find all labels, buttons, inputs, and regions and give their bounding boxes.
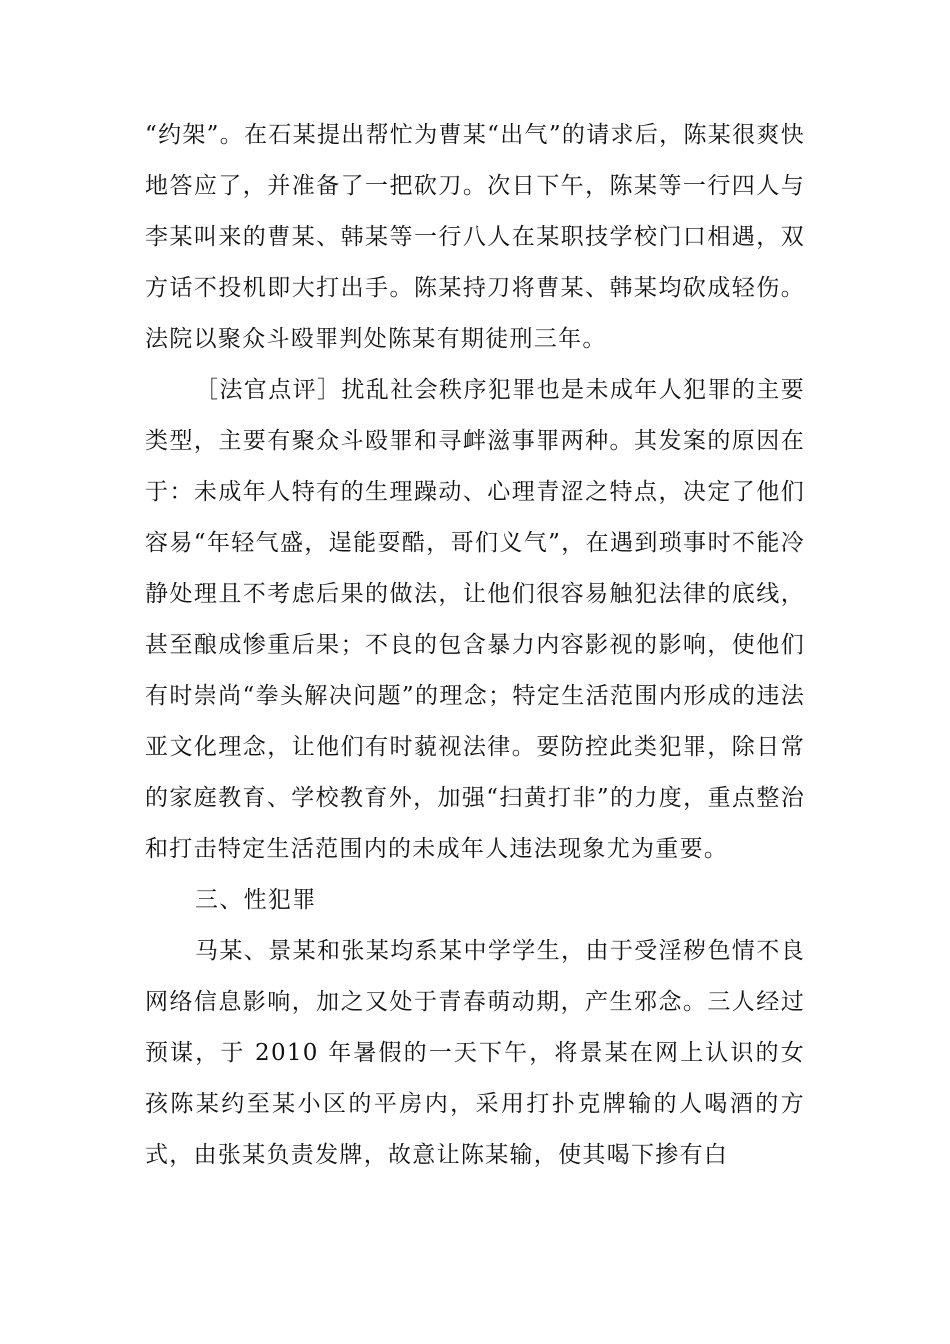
document-page — [145, 110, 805, 1181]
judge-comment-paragraph: ［法官点评］扰乱社会秩序犯罪也是未成年人犯罪的主要类型，主要有聚众斗殴罪和寻衅滋事罪两种。其发案的原因在于：未成年人特有的生理躁动、心理青涩之特点，决定了他们容易“年轻气盛，逞能耍酷，哥们义气”，在遇到琐事时不能冷静处理且不考虑后果的做法，让他们很容易触犯法律的底线，甚至酿成惨重后果；不良的包含暴力内容影视的影响，使他们有时崇尚“拳头解决问题”的理念；特定生活范围内形成的违法亚文化理念，让他们有时藐视法律。要防控此类犯罪，除日常的家庭教育、学校教育外，加强“扫黄打非”的力度，重点整治和打击特定生活范围内的未成年人违法现象尤为重要。 — [145, 377, 805, 862]
case-continued-paragraph: “约架”。在石某提出帮忙为曹某“出气”的请求后，陈某很爽快地答应了，并准备了一把砍刀。次日下午，陈某等一行四人与李某叫来的曹某、韩某等一行八人在某职技学校门口相遇，双方话不投机即大打出手。陈某持刀将曹某、韩某均砍成轻伤。法院以聚众斗殴罪判处陈某有期徒刑三年。 — [145, 122, 805, 352]
sex-crime-case-paragraph: 马某、景某和张某均系某中学学生，由于受淫秽色情不良网络信息影响，加之又处于青春萌动期，产生邪念。三人经过预谋，于 2010 年暑假的一天下午，将景某在网上认识的女孩陈某约至某小区的平房内，采用打扑克牌输的人喝酒的方式，由张某负责发牌，故意让陈某输，使其喝下掺有白 — [145, 938, 805, 1168]
section-heading: 三、性犯罪 — [195, 887, 317, 913]
